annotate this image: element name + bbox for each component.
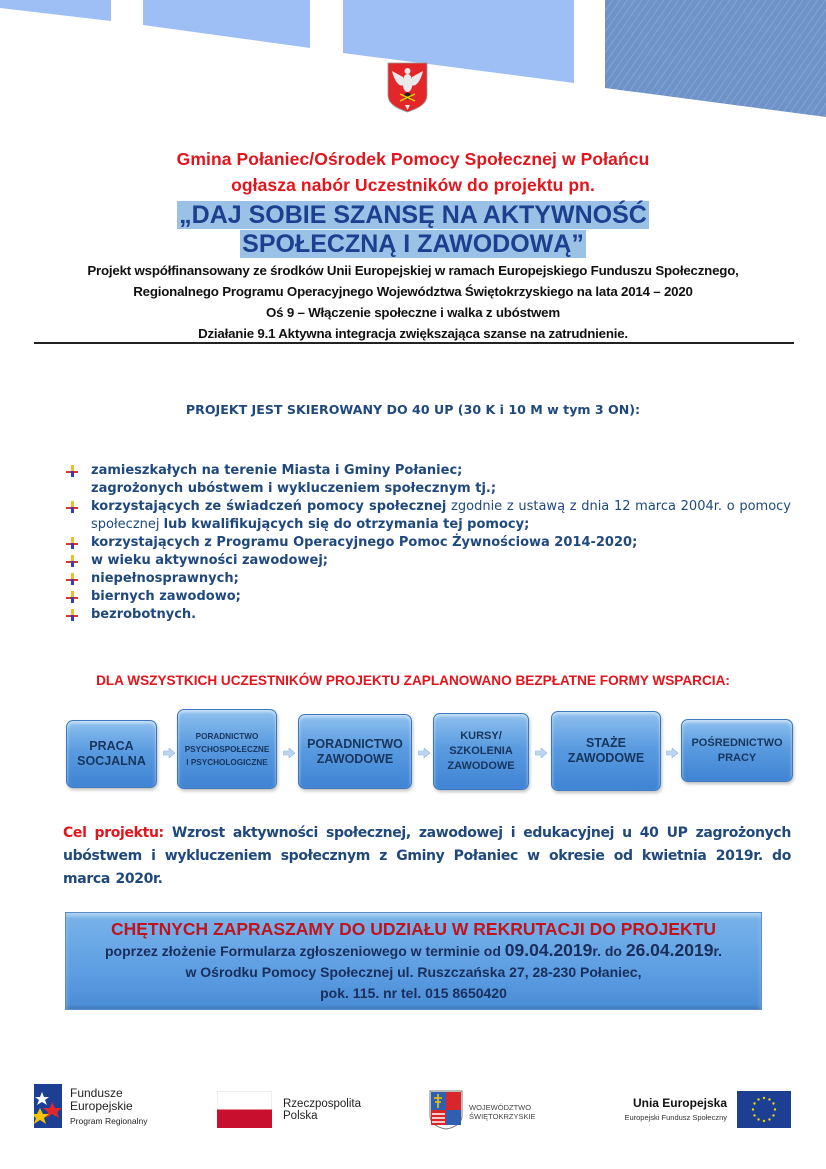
support-step-vocational-counseling: PORADNICTWO ZAWODOWE (298, 714, 412, 789)
project-title-line-1: „DAJ SOBIE SZANSĘ NA AKTYWNOŚĆ (179, 201, 647, 229)
support-step-vocational-training: KURSY/ SZKOLENIA ZAWODOWE (433, 713, 529, 790)
decorative-banner-shape-1 (0, 0, 112, 24)
swietokrzyskie-crest-icon (429, 1090, 463, 1130)
decorative-banner-shape-2 (143, 0, 312, 50)
project-goal (63, 822, 791, 891)
arrow-right-icon (666, 748, 678, 758)
support-step-internships: STAŻE ZAWODOWE (551, 711, 661, 791)
funding-line-1: Projekt współfinansowany ze środków Unii Europejskiej w ramach Europejskiego Funduszu Społecznego, (87, 263, 739, 278)
arrow-right-icon (418, 748, 430, 758)
recruitment-contact: pok. 115. nr tel. 015 8650420 (320, 985, 507, 1001)
eu-flag-icon (737, 1091, 791, 1133)
arrow-down-bullet-icon (66, 591, 78, 603)
support-step-job-placement: POŚREDNICTWO PRACY (681, 719, 793, 782)
organizer-line: Gmina Połaniec/Ośrodek Pomocy Społecznej w Połańcu (176, 149, 650, 169)
arrow-down-bullet-icon (66, 537, 78, 549)
coat-of-arms-icon (386, 61, 429, 113)
project-goal-text: Wzrost aktywności społecznej, zawodowej i edukacyjnej u 40 UP zagrożonych ubóstwem i wykluczeniem społecznym z Gminy Połaniec w okresie od kwietnia 2019r. do marca 2020r. (63, 825, 791, 887)
arrow-right-icon (535, 748, 547, 758)
arrow-down-bullet-icon (66, 465, 78, 477)
arrow-right-icon (163, 748, 175, 758)
target-group-list (66, 462, 791, 624)
list-item: bezrobotnych. (66, 606, 791, 624)
arrow-down-bullet-icon (66, 555, 78, 567)
recruitment-title: CHĘTNYCH ZAPRASZAMY DO UDZIAŁU W REKRUTACJI DO PROJEKTU (110, 919, 717, 939)
date-from: 09.04.2019 (504, 940, 593, 960)
arrow-down-bullet-icon (66, 501, 78, 513)
polish-flag-icon (217, 1091, 272, 1128)
support-step-social-work: PRACA SOCJALNA (66, 720, 157, 788)
project-goal-label: Cel projektu: (63, 825, 164, 841)
arrow-down-bullet-icon (66, 573, 78, 585)
list-item: korzystających ze świadczeń pomocy społecznej zgodnie z ustawą z dnia 12 marca 2004r. o pomocy społecznej lub kwalifikujących się do otrzymania tej pomocy; (66, 498, 791, 534)
support-step-psychosocial-counseling: PORADNICTWO PSYCHOSPOŁECZNE I PSYCHOLOGICZNE (177, 709, 277, 789)
arrow-down-bullet-icon (66, 609, 78, 621)
recruitment-deadline: poprzez złożenie Formularza zgłoszeniowego w terminie od 09.04.2019r. do 26.04.2019r. (104, 940, 723, 960)
funding-line-2: Regionalnego Programu Operacyjnego Województwa Świętokrzyskiego na lata 2014 – 2020 (133, 284, 693, 299)
support-forms-heading: DLA WSZYSTKICH UCZESTNIKÓW PROJEKTU ZAPLANOWANO BEZPŁATNE FORMY WSPARCIA: (96, 673, 730, 688)
list-item: korzystających z Programu Operacyjnego Pomoc Żywnościowa 2014-2020; (66, 534, 791, 552)
funding-action-line: Działanie 9.1 Aktywna integracja zwiększająca szanse na zatrudnienie. (198, 326, 628, 341)
list-item: biernych zawodowo; (66, 588, 791, 606)
date-to: 26.04.2019 (625, 940, 714, 960)
project-title-line-2: SPOŁECZNĄ I ZAWODOWĄ” (242, 230, 584, 258)
funding-axis-line: Oś 9 – Włączenie społeczne i walka z ubóstwem (266, 305, 560, 320)
recruitment-callout (65, 912, 762, 1010)
rzeczpospolita-polska-logo: Rzeczpospolita Polska (217, 1091, 272, 1133)
list-item: w wieku aktywności zawodowej; (66, 552, 791, 570)
recruitment-address: w Ośrodku Pomocy Społecznej ul. Ruszczańska 27, 28-230 Połaniec, (185, 964, 642, 980)
decorative-banner-shape-4 (605, 0, 826, 120)
list-item: zamieszkałych na terenie Miasta i Gminy Połaniec; zagrożonych ubóstwem i wykluczeniem społecznym tj.; (66, 462, 791, 498)
target-group-heading: PROJEKT JEST SKIEROWANY DO 40 UP (30 K i 10 M w tym 3 ON): (185, 402, 641, 417)
wojewodztwo-swietokrzyskie-logo: WOJEWÓDZTWO ŚWIĘTOKRZYSKIE (429, 1090, 463, 1135)
fundusze-europejskie-icon (34, 1084, 62, 1128)
header-divider (34, 342, 794, 344)
arrow-right-icon (283, 748, 295, 758)
decorative-banner-shape-3 (343, 0, 576, 86)
list-item: niepełnosprawnych; (66, 570, 791, 588)
fundusze-europejskie-logo: Fundusze Europejskie Program Regionalny (34, 1084, 62, 1133)
announcement-line: ogłasza nabór Uczestników do projektu pn. (231, 175, 595, 195)
